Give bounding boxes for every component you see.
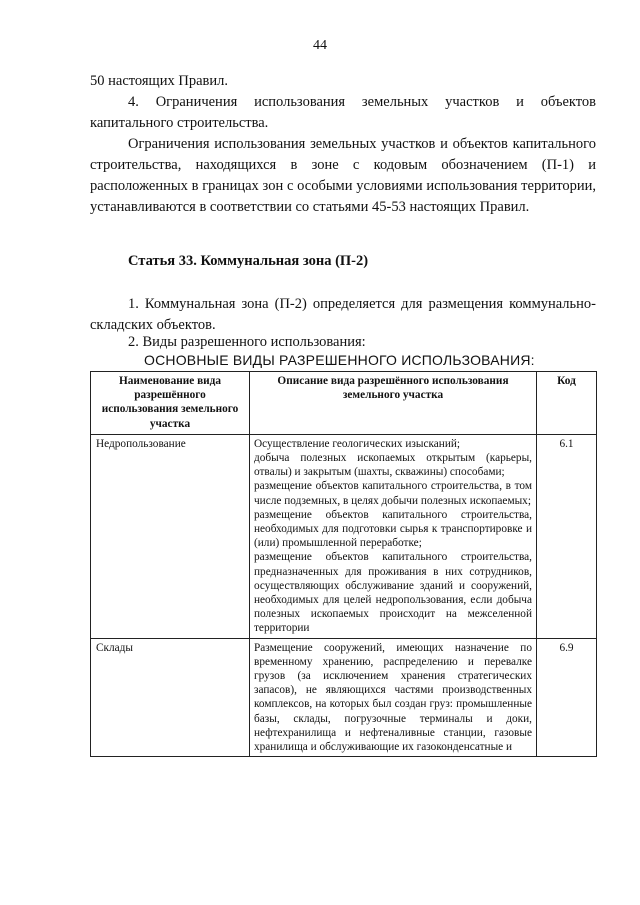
paragraph-item-4: 4. Ограничения использования земельных участков и объектов капитального строительства. [90,94,596,131]
description-line: размещение объектов капитального строительства, необходимых для подготовки сырья к транспортировке и (или) промышленной переработке; [254,508,532,550]
table-header-row [91,372,597,435]
description-line: размещение объектов капитального строительства, предназначенных для проживания в них сотрудников, осуществляющих обслуживание зданий и сооружений, необходимых для целей недропользования, если добыча полезных ископаемых происходит на межселенной территории [254,551,532,635]
row-name: Склады [91,638,250,757]
table-row [91,638,597,757]
description-line: размещение объектов капитального строительства, в том числе подземных, в целях добычи полезных ископаемых; [254,480,532,507]
article-heading: Статья 33. Коммунальная зона (П-2) [128,253,369,269]
row-name: Недропользование [91,434,250,638]
header-code: Код [537,372,597,435]
description-line: добыча полезных ископаемых открытым (карьеры, отвалы) и закрытым (шахты, скважины) способами; [254,452,532,479]
paragraph-item-2: 2. Виды разрешенного использования: [128,334,366,350]
table-caption: ОСНОВНЫЕ ВИДЫ РАЗРЕШЕННОГО ИСПОЛЬЗОВАНИЯ: [144,352,535,368]
row-code: 6.9 [537,638,597,757]
description-line: Осуществление геологических изысканий; [254,437,461,450]
description-line: Размещение сооружений, имеющих назначение по временному хранению, распределению и перевалке грузов (за исключением хранения стратегических запасов), не являющихся частями производственных комплексов, на которых был создан груз: промышленные базы, склады, погрузочные терминалы и доки, нефтехранилища и нефтеналивные станции, газовые хранилища и обслуживающие их газоконденсатные и [254,641,532,754]
paragraph-item-1: 1. Коммунальная зона (П-2) определяется для размещения коммунально-складских объектов. [90,296,596,333]
row-code: 6.1 [537,434,597,638]
header-description: Описание вида разрешённого использования земельного участка [250,372,537,435]
header-name: Наименование вида разрешённого использования земельного участка [91,372,250,435]
table-row [91,434,597,638]
paragraph-continuation: 50 настоящих Правил. [90,73,228,89]
row-description [250,434,537,638]
row-description [250,638,537,757]
permitted-uses-table [90,371,597,757]
paragraph-restrictions: Ограничения использования земельных участков и объектов капитального строительства, находящихся в зоне с кодовым обозначением (П-1) и расположенных в границах зон с особыми условиями использования территории, устанавливаются в соответствии со статьями 45-53 настоящих Правил. [90,136,596,215]
page-number: 44 [313,38,327,53]
